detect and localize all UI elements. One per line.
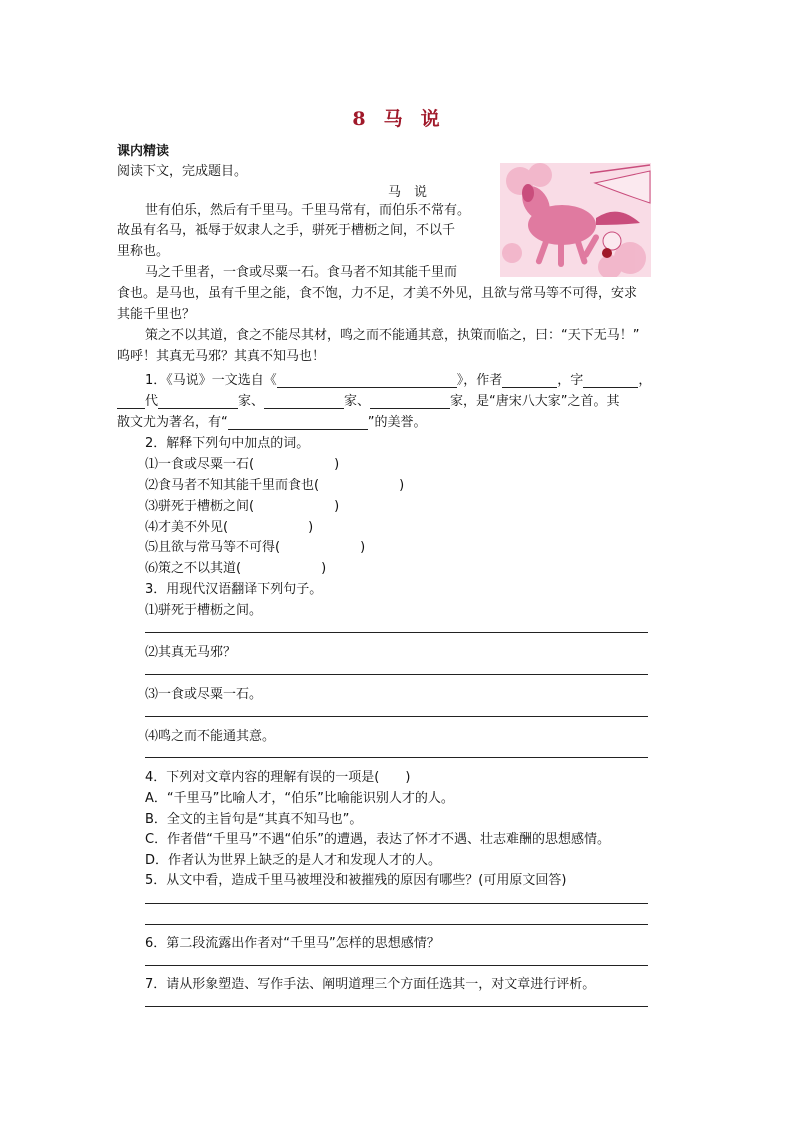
answer-blank[interactable] — [117, 395, 145, 409]
passage-title: 马 说 — [388, 185, 428, 200]
question-2-item: ⑴一食或尽粟一石( ) — [145, 457, 340, 472]
question-2-item: ⑹策之不以其道( ) — [145, 561, 327, 576]
answer-blank[interactable] — [158, 395, 238, 409]
question-6-stem: 6．第二段流露出作者对“千里马”怎样的思想感情？ — [145, 936, 440, 951]
horse-rider-illustration — [500, 163, 651, 277]
question-3-item: ⑵其真无马邪？ — [145, 645, 237, 660]
instruction: 阅读下文，完成题目。 — [117, 164, 248, 179]
question-3-stem: 3．用现代汉语翻译下列句子。 — [145, 582, 323, 597]
section-heading: 课内精读 — [117, 144, 170, 159]
question-4-option: C．作者借“千里马”不遇“伯乐”的遭遇，表达了怀才不遇、壮志难酬的思想感情。 — [145, 832, 611, 847]
passage-line: 其能千里也？ — [117, 307, 196, 322]
passage-line: 故虽有名马，祗辱于奴隶人之手，骈死于槽枥之间，不以千 — [117, 223, 456, 238]
question-4-option: D．作者认为世界上缺乏的是人才和发现人才的人。 — [145, 853, 442, 868]
question-2-item: ⑵食马者不知其能千里而食也( ) — [145, 478, 405, 493]
passage-line: 里称也。 — [117, 244, 170, 259]
passage-line: 策之不以其道，食之不能尽其材，鸣之而不能通其意，执策而临之，曰：“天下无马！” — [145, 328, 640, 343]
passage-line: 食也。是马也，虽有千里之能，食不饱，力不足，才美不外见，且欲与常马等不可得，安求 — [117, 286, 638, 301]
question-4-option: A．“千里马”比喻人才，“伯乐”比喻能识别人才的人。 — [145, 791, 454, 806]
answer-line[interactable] — [145, 1006, 648, 1007]
question-3-item: ⑶一食或尽粟一石。 — [145, 687, 263, 702]
passage-line: 世有伯乐，然后有千里马。千里马常有，而伯乐不常有。 — [145, 203, 471, 218]
question-4-option: B．全文的主旨句是“其真不知马也”。 — [145, 812, 363, 827]
question-7-stem: 7．请从形象塑造、写作手法、阐明道理三个方面任选其一，对文章进行评析。 — [145, 977, 596, 992]
passage-line: 呜呼！其真无马邪？其真不知马也！ — [117, 349, 326, 364]
question-1-line-1: 1．《马说》一文选自《 》，作者 ，字 ， — [145, 373, 652, 388]
answer-blank[interactable] — [277, 374, 457, 388]
answer-blank[interactable] — [264, 395, 344, 409]
question-2-item: ⑶骈死于槽枥之间( ) — [145, 499, 340, 514]
question-3-item: ⑴骈死于槽枥之间。 — [145, 603, 263, 618]
answer-line[interactable] — [145, 716, 648, 717]
answer-line[interactable] — [145, 903, 648, 904]
passage-line: 马之千里者，一食或尽粟一石。食马者不知其能千里而 — [145, 265, 458, 280]
answer-line[interactable] — [145, 632, 648, 633]
answer-line[interactable] — [145, 757, 648, 758]
question-2-item: ⑸且欲与常马等不可得( ) — [145, 540, 366, 555]
question-4-stem: 4．下列对文章内容的理解有误的一项是( ) — [145, 770, 411, 785]
question-1-line-2: 代 家、 家、 家，是“唐宋八大家”之首。其 — [117, 390, 620, 409]
question-5-stem: 5．从文中看，造成千里马被埋没和被摧残的原因有哪些？(可用原文回答) — [145, 873, 567, 888]
answer-blank[interactable] — [583, 374, 638, 388]
answer-line[interactable] — [145, 924, 648, 925]
question-3-item: ⑷鸣之而不能通其意。 — [145, 729, 276, 744]
question-2-stem: 2．解释下列句中加点的词。 — [145, 436, 310, 451]
answer-line[interactable] — [145, 674, 648, 675]
answer-blank[interactable] — [502, 374, 557, 388]
answer-blank[interactable] — [228, 416, 368, 430]
question-1-line-3: 散文尤为著名，有“ ”的美誉。 — [117, 415, 427, 430]
answer-blank[interactable] — [370, 395, 450, 409]
answer-line[interactable] — [145, 965, 648, 966]
page-title: 8 马 说 — [352, 108, 442, 130]
question-2-item: ⑷才美不外见( ) — [145, 520, 314, 535]
